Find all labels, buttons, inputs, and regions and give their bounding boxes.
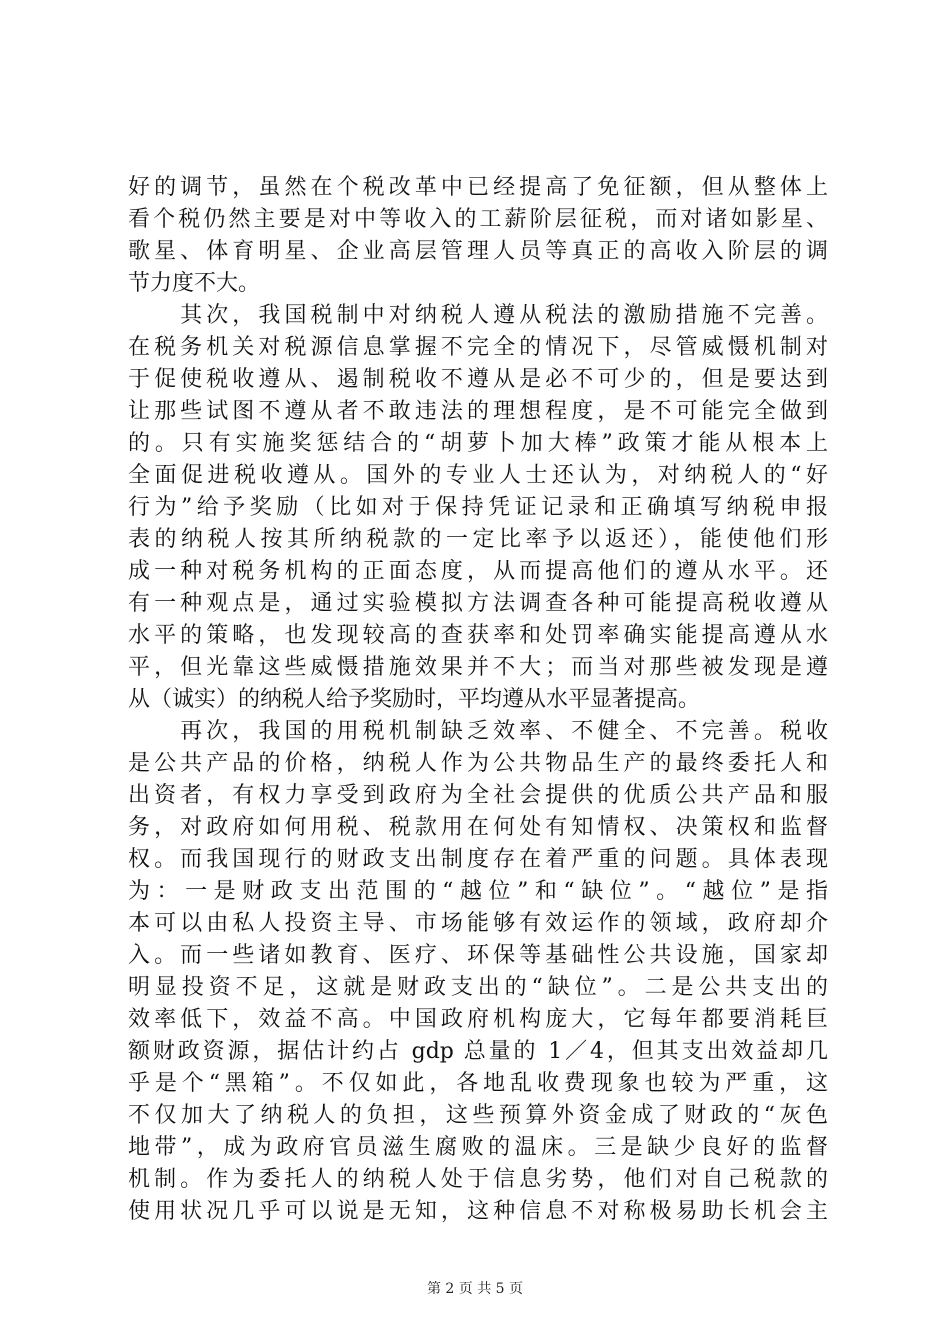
text-line: 出资者，有权力享受到政府为全社会提供的优质公共产品和服 bbox=[128, 783, 828, 808]
text-line: 的。只有实施奖惩结合的“胡萝卜加大棒”政策才能从根本上 bbox=[128, 431, 828, 456]
text-line: 有一种观点是，通过实验模拟方法调查各种可能提高税收遵从 bbox=[128, 591, 828, 616]
text-line: 使用状况几乎可以说是无知，这种信息不对称极易助长机会主 bbox=[128, 1199, 828, 1224]
text-line: 好的调节，虽然在个税改革中已经提高了免征额，但从整体上 bbox=[128, 175, 828, 200]
text-line: 权。而我国现行的财政支出制度存在着严重的问题。具体表现 bbox=[128, 847, 828, 872]
text-line: 额财政资源，据估计约占 gdp 总量的 1／4，但其支出效益却几 bbox=[128, 1039, 828, 1064]
text-line: 表的纳税人按其所纳税款的一定比率予以返还），能使他们形 bbox=[128, 527, 828, 552]
text-line: 歌星、体育明星、企业高层管理人员等真正的高收入阶层的调 bbox=[128, 239, 828, 264]
text-line: 全面促进税收遵从。国外的专业人士还认为，对纳税人的“好 bbox=[128, 463, 828, 488]
text-line: 行为”给予奖励（比如对于保持凭证记录和正确填写纳税申报 bbox=[128, 495, 828, 520]
text-line: 效率低下，效益不高。中国政府机构庞大，它每年都要消耗巨 bbox=[128, 1007, 828, 1032]
text-line: 让那些试图不遵从者不敢违法的理想程度，是不可能完全做到 bbox=[128, 399, 828, 424]
body-text bbox=[128, 172, 828, 1228]
text-line: 从（诚实）的纳税人给予奖励时，平均遵从水平显著提高。 bbox=[128, 687, 701, 712]
text-line: 为：一是财政支出范围的“越位”和“缺位”。“越位”是指 bbox=[128, 879, 828, 904]
text-line: 入。而一些诸如教育、医疗、环保等基础性公共设施，国家却 bbox=[128, 943, 828, 968]
text-line: 看个税仍然主要是对中等收入的工薪阶层征税，而对诸如影星、 bbox=[128, 207, 828, 232]
text-line: 再次，我国的用税机制缺乏效率、不健全、不完善。税收 bbox=[128, 719, 828, 744]
text-line: 水平的策略，也发现较高的查获率和处罚率确实能提高遵从水 bbox=[128, 623, 828, 648]
text-line: 明显投资不足，这就是财政支出的“缺位”。二是公共支出的 bbox=[128, 975, 828, 1000]
text-line: 成一种对税务机构的正面态度，从而提高他们的遵从水平。还 bbox=[128, 559, 828, 584]
text-line: 在税务机关对税源信息掌握不完全的情况下，尽管威慑机制对 bbox=[128, 335, 828, 360]
text-line: 节力度不大。 bbox=[128, 271, 261, 296]
text-line: 乎是个“黑箱”。不仅如此，各地乱收费现象也较为严重，这 bbox=[128, 1071, 828, 1096]
text-line: 于促使税收遵从、遏制税收不遵从是必不可少的，但是要达到 bbox=[128, 367, 828, 392]
text-line: 平，但光靠这些威慑措施效果并不大；而当对那些被发现是遵 bbox=[128, 655, 828, 680]
text-line: 务，对政府如何用税、税款用在何处有知情权、决策权和监督 bbox=[128, 815, 828, 840]
text-line: 其次，我国税制中对纳税人遵从税法的激励措施不完善。 bbox=[128, 303, 828, 328]
text-line: 本可以由私人投资主导、市场能够有效运作的领域，政府却介 bbox=[128, 911, 828, 936]
text-line: 不仅加大了纳税人的负担，这些预算外资金成了财政的“灰色 bbox=[128, 1103, 828, 1128]
text-line: 地带”，成为政府官员滋生腐败的温床。三是缺少良好的监督 bbox=[128, 1135, 828, 1160]
text-line: 机制。作为委托人的纳税人处于信息劣势，他们对自己税款的 bbox=[128, 1167, 828, 1192]
text-line: 是公共产品的价格，纳税人作为公共物品生产的最终委托人和 bbox=[128, 751, 828, 776]
page-footer: 第 2 页 共 5 页 bbox=[426, 1281, 524, 1297]
